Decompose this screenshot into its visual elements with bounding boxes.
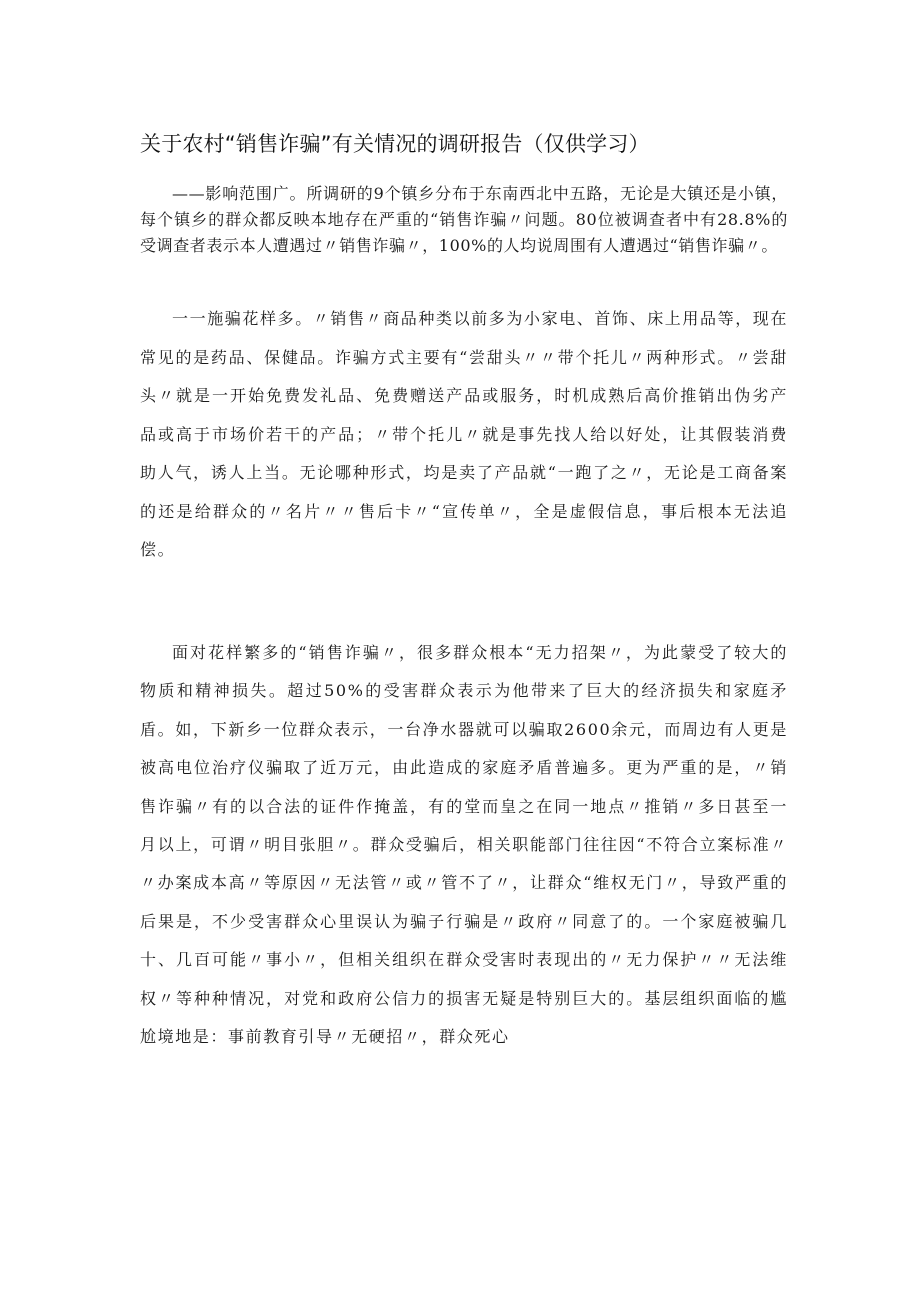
paragraph-consequences: 面对花样繁多的“销售诈骗〃，很多群众根本“无力招架〃，为此蒙受了较大的物质和精神损失。超过50%的受害群众表示为他带来了巨大的经济损失和家庭矛盾。如，下新乡一位群众表示，一台净水器就可以骗取2600余元，而周边有人更是被高电位治疗仪骗取了近万元，由此造成的家庭矛盾普遍多。更为严重的是，〃销售诈骗〃有的以合法的证件作掩盖，有的堂而皇之在同一地点〃推销〃多日甚至一月以上，可谓〃明目张胆〃。群众受骗后，相关职能部门往往因“不符合立案标准〃〃办案成本高〃等原因〃无法管〃或〃管不了〃，让群众“维权无门〃，导致严重的后果是，不少受害群众心里误认为骗子行骗是〃政府〃同意了的。一个家庭被骗几十、几百可能〃事小〃，但相关组织在群众受害时表现出的〃无力保护〃〃无法维权〃等种种情况，对党和政府公信力的损害无疑是特别巨大的。基层组织面临的尴尬境地是：事前教育引导〃无硬招〃，群众死心	[140, 643, 788, 1047]
paragraph-impact-scope: ——影响范围广。所调研的9个镇乡分布于东南西北中五路，无论是大镇还是小镇，每个镇乡的群众都反映本地存在严重的“销售诈骗〃问题。80位被调查者中有28.8%的受调查者表示本人遭遇过〃销售诈骗〃，100%的人均说周围有人遭遇过“销售诈骗〃。	[140, 184, 788, 255]
document-title: 关于农村“销售诈骗”有关情况的调研报告（仅供学习）	[140, 132, 650, 156]
paragraph-fraud-methods: 一一施骗花样多。〃销售〃商品种类以前多为小家电、首饰、床上用品等，现在常见的是药品、保健品。诈骗方式主要有“尝甜头〃〃带个托儿〃两种形式。〃尝甜头〃就是一开始免费发礼品、免费赠送产品或服务，时机成熟后高价推销出伪劣产品或高于市场价若干的产品；〃带个托儿〃就是事先找人给以好处，让其假装消费助人气，诱人上当。无论哪种形式，均是卖了产品就“一跑了之〃，无论是工商备案的还是给群众的〃名片〃〃售后卡〃“宣传单〃，全是虚假信息，事后根本无法追偿。	[140, 309, 789, 559]
